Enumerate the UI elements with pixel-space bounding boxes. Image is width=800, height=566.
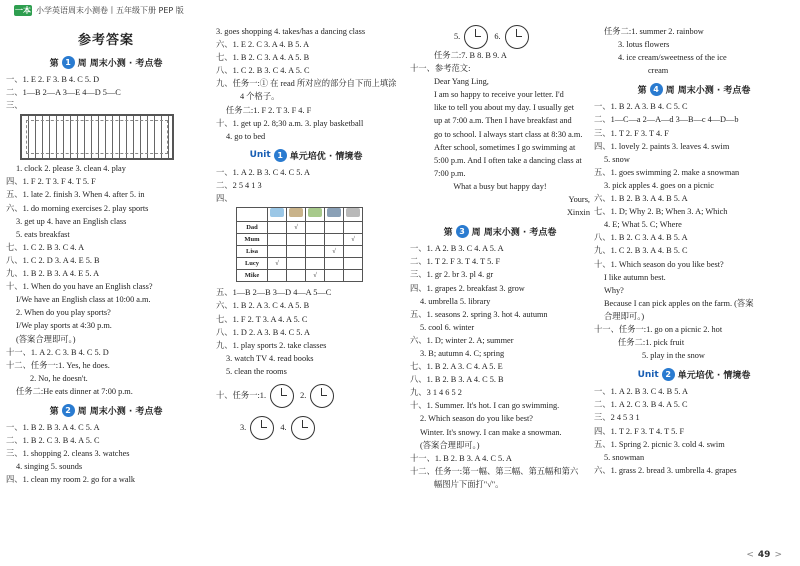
clock-answer-row [410,25,590,49]
answer-line: 七、1. C 2. B 3. C 4. A [6,242,85,252]
answer-line: 六、1. E 2. C 3. A 4. B 5. A [216,40,310,50]
answer-line: 六、1. do morning exercises 2. play sports [6,203,149,213]
grid-cell [287,258,306,270]
answer-label: 3. [240,422,247,432]
grid-cell [287,270,306,282]
clock-icon [270,384,294,408]
clock-answer-row [216,384,396,408]
section-heading: 周 周末小测 · 考点卷 [77,59,163,69]
answer-line: 七、1. F 2. T 3. A 4. A 5. C [216,314,308,324]
section-week-1 [6,56,206,69]
answer-line: 合理即可。) [604,311,645,321]
grid-cell [287,246,306,258]
section-prefix: 第 [637,86,647,97]
answer-line: 十二、任务一:第一幅、第三幅、第五幅和第六 [410,466,579,476]
column-3 [410,25,590,491]
grid-cell: √ [325,246,344,258]
grid-header-row [237,208,363,222]
column-2 [216,25,396,440]
answer-line: 任务二:1. F 2. T 3. F 4. F [226,105,312,115]
activity-picture [268,208,287,222]
grid-row-name: Mike [237,270,268,282]
unit-number-badge: 2 [662,368,675,381]
answer-line: 5. snow [604,154,630,164]
activity-grid [236,207,363,282]
grid-row-name: Lucy [237,258,268,270]
grid-row-name: Lisa [237,246,268,258]
answer-line: 五、1. Spring 2. picnic 3. cold 4. swim [594,439,725,449]
answer-line: 4. singing 5. sounds [16,462,83,472]
answer-line: 四、1. T 2. F 3. T 4. T 5. F [594,426,685,436]
answer-line: Because I can pick apples on the farm. (答案 [604,298,754,308]
column-4 [594,25,794,477]
answer-line: 三、1. gr 2. br 3. pl 4. gr [410,270,494,280]
grid-cell [268,234,287,246]
answer-line: 九、1. B 2. B 3. A 4. E 5. A [6,269,100,279]
answer-line: 八、1. B 2. C 3. A 4. B 5. A [594,233,688,243]
answer-line: 3. watch TV 4. read books [226,353,314,363]
answer-line: Winter. It's snowy. I can make a snowman. [420,427,562,437]
answer-line: 任务二:1. summer 2. rainbow [604,27,704,36]
answer-line: 5. play in the snow [642,351,705,361]
answer-line: 九、1. C 2. B 3. A 4. B 5. C [594,246,688,256]
answer-line: 九、3 1 4 6 5 2 [410,388,462,398]
letter-line: like to tell you about my day. I usually get [434,103,575,113]
answer-line: 三、1. T 2. F 3. T 4. F [594,128,669,138]
activity-picture [306,208,325,222]
answer-line: 4. umbrella 5. library [420,296,491,306]
grid-cell [306,222,325,234]
answer-line: 十二、任务一:1. Yes, he does. [6,360,110,370]
section-number-badge: 3 [456,225,469,238]
answer-line: 五、1. seasons 2. spring 3. hot 4. autumn [410,309,548,319]
grid-cell [287,234,306,246]
section-prefix: 第 [443,228,453,239]
answer-line: 幅图片下面打"√"。 [434,479,504,489]
grid-row [237,270,363,282]
answer-line: 4 个格子。 [240,92,280,102]
prev-page-icon[interactable]: < [746,550,754,560]
answer-line: 二、1—C—a 2—A—d 3—B—c 4—D—b [594,115,739,125]
answer-line: 二、1. A 2. C 3. B 4. A 5. C [594,400,688,410]
answer-line: 十一、1. B 2. B 3. A 4. C 5. A [410,453,512,463]
section-number-badge: 4 [650,83,663,96]
answer-line: (答案合理即可。) [16,334,76,344]
section-week-4 [594,83,794,96]
answer-line: 七、1. B 2. C 3. A 4. A 5. B [216,53,310,63]
answer-line: 一、1. A 2. B 3. C 4. A 5. A [410,244,504,254]
section-heading: 周 周末小测 · 考点卷 [471,228,557,239]
clock-answer-row [216,416,396,440]
grid-cell [325,258,344,270]
brand-badge: 一本 [15,6,31,15]
answer-line: 一、1. B 2. A 3. B 4. C 5. C [594,102,688,112]
answer-line: 六、1. grass 2. bread 3. umbrella 4. grapes [594,465,737,475]
answer-line: 二、1. B 2. C 3. B 4. A 5. C [6,436,100,446]
grid-cell [344,246,363,258]
grid-row [237,246,363,258]
maze-image [20,114,174,160]
grid-cell [306,258,325,270]
answer-line: 八、1. D 2. A 3. B 4. C 5. A [216,327,311,337]
answer-line: 三、1. shopping 2. cleans 3. watches [6,449,130,459]
answer-line: (答案合理即可。) [420,440,480,450]
clock-icon [505,25,529,49]
section-unit-1 [216,149,396,162]
letter-line: Yours, [568,195,590,205]
grid-row-name: Dad [237,222,268,234]
header-bar [0,0,800,22]
unit-word: Unit [249,150,271,161]
answer-line: 十一、任务一:1. go on a picnic 2. hot [594,324,723,334]
answer-line: 九、1. play sports 2. take classes [216,340,327,350]
grid-row [237,258,363,270]
answer-line: 八、1. B 2. B 3. A 4. C 5. B [410,375,504,385]
answer-line: 一、1. E 2. F 3. B 4. C 5. D [6,75,100,84]
section-heading: 周 周末小测 · 考点卷 [77,406,163,417]
unit-number-badge: 1 [274,149,287,162]
grid-cell [344,258,363,270]
grid-row [237,234,363,246]
letter-line: After school, sometimes I go swimming at [434,142,576,152]
section-heading: 周 周末小测 · 考点卷 [665,86,751,97]
letter-line: Dear Yang Ling, [434,77,489,87]
answer-line: 5. eats breakfast [16,229,70,239]
grid-corner [237,208,268,222]
answer-line: 二、1. T 2. F 3. T 4. T 5. F [410,257,501,267]
grid-row [237,222,363,234]
grid-cell [268,246,287,258]
section-heading: 单元培优 · 情境卷 [289,151,363,162]
answer-line: 一、1. B 2. B 3. A 4. C 5. A [6,422,100,432]
answer-line: 六、1. B 2. B 3. A 4. B 5. A [594,194,688,204]
answer-line: 八、1. C 2. D 3. A 4. E 5. B [6,255,100,265]
answer-line: 一、1. A 2. B 3. C 4. B 5. A [594,387,689,397]
answer-line: 3. lotus flowers [618,40,670,50]
answer-line: 七、1. B 2. A 3. C 4. A 5. E [410,362,503,372]
letter-line: 7:00 p.m. [434,168,466,178]
grid-cell [325,270,344,282]
page-title: 参考答案 [77,33,134,48]
answer-label: 6. [494,31,501,41]
answer-line: 五、1. goes swimming 2. make a snowman [594,167,740,177]
grid-cell: √ [344,234,363,246]
column-1 [6,25,206,486]
grid-cell [344,270,363,282]
grid-cell [268,222,287,234]
section-number-badge: 2 [62,404,75,417]
letter-line: go to school. I always start class at 8:30 a.m. [434,129,583,139]
grid-cell [306,246,325,258]
answer-label: 5. [454,31,461,41]
answer-line: 十、1. Which season do you like best? [594,259,724,269]
answer-line: 5. snowman [604,452,645,462]
answer-line: 4. go to bed [226,131,266,141]
answer-line: 四、1. clean my room 2. go for a walk [6,475,136,485]
section-week-2 [6,404,206,417]
next-page-icon[interactable]: > [774,550,782,560]
book-title: 小学英语周末小测卷丨五年级下册 PEP 版 [36,6,184,15]
answer-line: 三、2 4 5 3 1 [594,413,640,423]
grid-cell [325,234,344,246]
answer-line: 3. get up 4. have an English class [16,216,127,226]
answer-line: 五、1. late 2. finish 3. When 4. after 5. in [6,190,145,200]
answer-line: 十、1. When do you have an English class? [6,282,153,292]
answer-line: cream [648,66,669,76]
answer-line: 2. When do you play sports? [16,308,111,318]
answer-line: 任务二:He eats dinner at 7:00 p.m. [16,386,133,396]
answer-line: 3. B; autumn 4. C; spring [420,348,505,358]
answer-line: 1. clock 2. please 3. clean 4. play [16,164,126,174]
grid-row-name: Mum [237,234,268,246]
grid-cell [306,234,325,246]
grid-cell [325,222,344,234]
answer-line: 六、1. B 2. A 3. C 4. A 5. B [216,301,310,311]
section-heading: 单元培优 · 情境卷 [677,371,751,382]
answer-line: 十、1. get up 2. 8;30 a.m. 3. play basketball [216,118,364,128]
section-unit-2 [594,368,794,381]
letter-line: up at 7:00 a.m. Then I have breakfast and [434,116,572,126]
clock-icon [464,25,488,49]
letter-line: I am so happy to receive your letter. I'd [434,90,564,100]
answer-line: 四、1. grapes 2. breakfast 3. grow [410,283,525,293]
answer-line: Why? [604,285,624,295]
answer-line: 七、1. D; Why 2. B; When 3. A; Which [594,207,728,217]
answer-line: 九、任务一:① 在 read 所对应的部分自下而上填涂 [216,79,397,89]
clock-icon [250,416,274,440]
section-number-badge: 1 [62,56,75,69]
section-prefix: 第 [49,59,59,69]
answer-line: 3. goes shopping 4. takes/has a dancing class [216,27,366,36]
letter-line: Xinxin [566,208,590,218]
answer-line: 五、1—B 2—B 3—D 4—A 5—C [216,288,332,298]
answer-line: 二、1—B 2—A 3—E 4—D 5—C [6,88,121,98]
answer-line: 六、1. D; winter 2. A; summer [410,335,514,345]
answer-line: 二、2 5 4 1 3 [216,180,262,190]
answer-line: 4. ice cream/sweetness of the ice [618,53,727,63]
activity-picture [344,208,363,222]
answer-line: I/We play sports at 4:30 p.m. [16,321,112,331]
activity-picture [287,208,306,222]
grid-cell [268,270,287,282]
letter-line: What a busy but happy day! [453,181,547,191]
grid-cell [344,222,363,234]
answer-label: 十、任务一:1. [216,390,267,400]
section-prefix: 第 [49,406,59,417]
answer-line: 一、1. A 2. B 3. C 4. C 5. A [216,167,311,177]
page-number-value: 49 [757,550,771,560]
grid-cell: √ [287,222,306,234]
answer-line: 5. cool 6. winter [420,322,475,332]
section-week-3 [410,225,590,238]
answer-line: 十一、参考范文: [410,64,471,74]
answer-line: 十一、1. A 2. C 3. B 4. C 5. D [6,347,109,357]
answer-label: 2. [300,390,307,400]
activity-picture [325,208,344,222]
answer-line: 十、1. Summer. It's hot. I can go swimming. [410,401,560,411]
answer-line: 任务二:7. B 8. B 9. A [434,51,507,60]
clock-icon [291,416,315,440]
clock-icon [310,384,334,408]
answer-line: 八、1. C 2. B 3. C 4. A 5. C [216,66,310,76]
grid-cell: √ [306,270,325,282]
answer-line: 3. pick apples 4. goes on a picnic [604,180,714,190]
answer-line: 2. Which season do you like best? [420,414,533,424]
letter-line: 5:00 p.m. And I often take a dancing class at [434,155,582,165]
answer-line: 5. clean the rooms [226,366,287,376]
page-number [742,550,786,560]
answer-line: I/We have an English class at 10:00 a.m. [16,295,151,305]
answer-line: 三、 [6,101,23,111]
grid-cell: √ [268,258,287,270]
answer-line: 2. No, he doesn't. [30,373,88,383]
answer-line: 四、1. F 2. T 3. F 4. T 5. F [6,177,96,187]
answer-line: 4. E; What 5. C; Where [604,220,682,230]
unit-word: Unit [637,369,659,380]
answer-label: 4. [280,422,287,432]
answer-line: I like autumn best. [604,272,666,282]
answer-line: 四、1. lovely 2. paints 3. leaves 4. swim [594,141,730,151]
answer-line: 任务二:1. pick fruit [618,338,685,348]
answer-line: 四、 [216,194,233,204]
